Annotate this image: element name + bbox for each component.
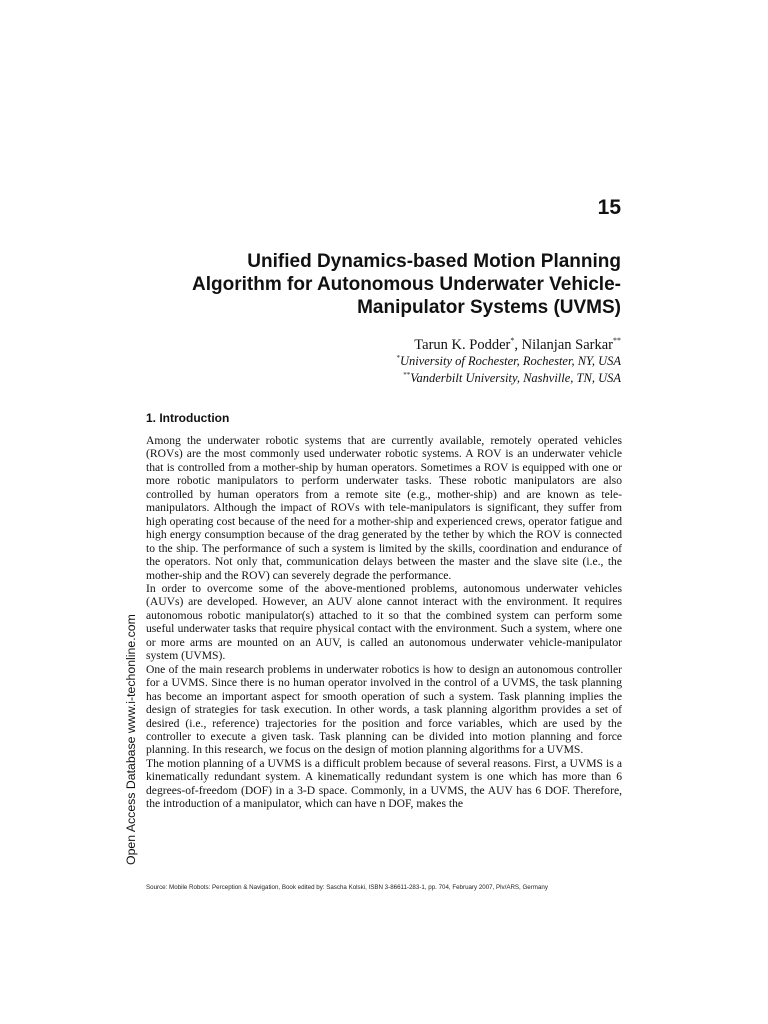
section-heading: 1. Introduction: [146, 411, 230, 425]
chapter-title: [101, 250, 621, 319]
chapter-title-line: Algorithm for Autonomous Underwater Vehicle-: [192, 274, 621, 295]
paragraph: Among the underwater robotic systems that are currently available, remotely operated vehicles (ROVs) are the most commonly used underwater robotic systems. A ROV is an underwater vehicle that is controlled from a mother-ship by human operators. Sometimes a ROV is equipped with one or more robotic manipulators to perform underwater tasks. These robotic manipulators are also controlled by human operators from a remote site (e.g., mother-ship) and are known as tele-manipulators. Although the impact of ROVs with tele-manipulators is significant, they suffer from high operating cost because of the need for a mother-ship and experienced crews, operator fatigue and high energy consumption because of the drag generated by the tether by which the ROV is connected to the ship. The performance of such a system is limited by the skills, coordination and endurance of the operators. Not only that, communication delays between the master and the slave site (i.e., the mother-ship and the ROV) can severely degrade the performance.: [146, 434, 622, 582]
body-text: [146, 434, 622, 811]
sidebar-watermark: Open Access Database www.i-techonline.com: [124, 614, 138, 865]
author-name: Tarun K. Podder: [414, 337, 511, 353]
chapter-title-line: Unified Dynamics-based Motion Planning: [247, 251, 621, 272]
author-name: Nilanjan Sarkar: [521, 337, 613, 353]
affiliation-mark: **: [403, 370, 411, 379]
affiliation-text: University of Rochester, Rochester, NY, USA: [399, 354, 621, 368]
paragraph: In order to overcome some of the above-mentioned problems, autonomous underwater vehicles (AUVs) are developed. However, an AUV alone cannot interact with the environment. It requires autonomous robotic manipulator(s) attached to it so that the combined system can perform some useful underwater tasks that require physical contact with the environment. Such a system, where one or more arms are mounted on an AUV, is called an autonomous underwater vehicle-manipulator system (UVMS).: [146, 581, 622, 663]
affiliations: [201, 353, 621, 387]
paragraph: The motion planning of a UVMS is a difficult problem because of several reasons. First, a UVMS is a kinematically redundant system. A kinematically redundant system is one which has more than 6 degrees-of-freedom (DOF) in a 3-D space. Commonly, in a UVMS, the AUV has 6 DOF. Therefore, the introduction of a manipulator, which can have n DOF, makes the: [146, 756, 622, 811]
affiliation-mark: *: [396, 353, 400, 362]
chapter-number: 15: [597, 196, 621, 219]
affiliation: [201, 353, 621, 370]
author-line: [201, 336, 621, 354]
paragraph: One of the main research problems in underwater robotics is how to design an autonomous controller for a UVMS. Since there is no human operator involved in the control of a UVMS, the task planning has become an important aspect for smooth operation of such a system. Task planning implies the design of strategies for task execution. In other words, a task planning algorithm provides a set of desired (i.e., reference) trajectories for the position and force variables, which are used by the controller to execute a given task. Task planning can be divided into motion planning and force planning. In this research, we focus on the design of motion planning algorithms for a UVMS.: [146, 662, 622, 757]
chapter-title-line: Manipulator Systems (UVMS): [357, 297, 621, 318]
author-mark: **: [613, 336, 621, 346]
author-mark: *: [510, 336, 515, 346]
affiliation-text: Vanderbilt University, Nashville, TN, USA: [410, 371, 621, 385]
author-separator: ,: [514, 337, 522, 353]
source-footnote: Source: Mobile Robots: Perception & Navigation, Book edited by: Sascha Kolski, ISBN 3-86611-283-1, pp. 704, February 2007, Plv/ARS, Germany: [146, 884, 548, 891]
affiliation: [201, 370, 621, 387]
